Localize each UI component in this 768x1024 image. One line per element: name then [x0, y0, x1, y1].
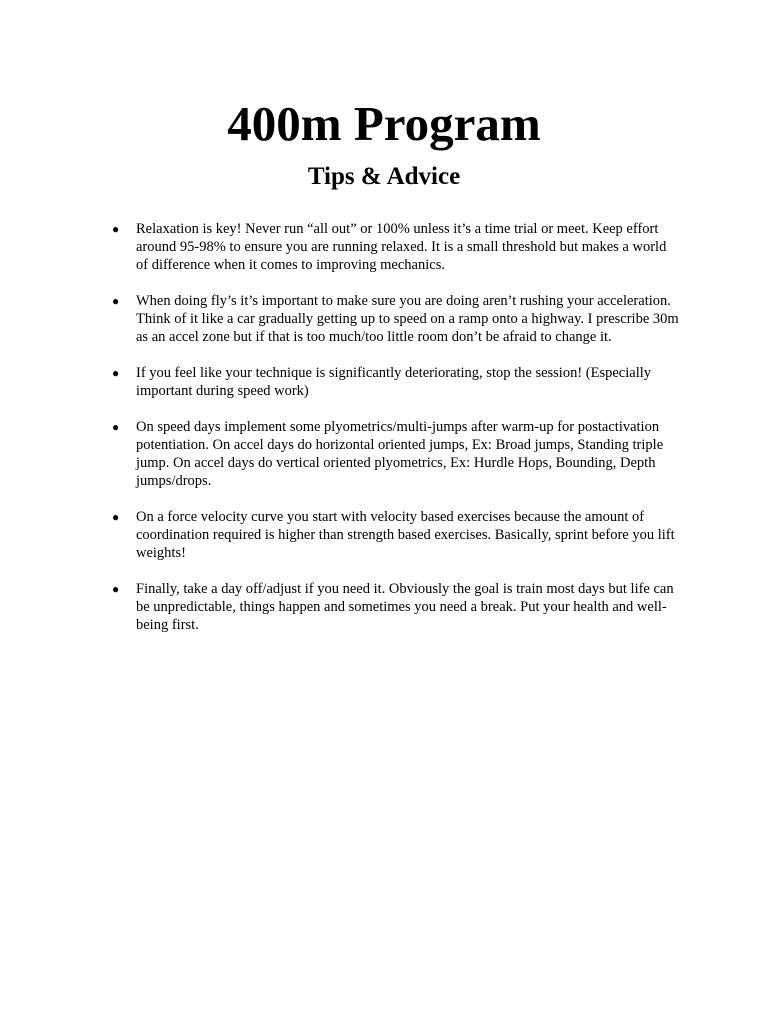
- list-item: [112, 364, 682, 400]
- tip-text: If you feel like your technique is significantly deteriorating, stop the session! (Especially important during speed work): [136, 365, 652, 399]
- list-item: [112, 508, 682, 562]
- tip-text: When doing fly’s it’s important to make sure you are doing aren’t rushing your acceleration. Think of it like a car gradually getting up to speed on a ramp onto a highway. I prescribe 30m as an accel zone but if that is too much/too little room don’t be afraid to change it.: [136, 293, 679, 345]
- list-item: [112, 418, 682, 490]
- page-subtitle: Tips & Advice: [307, 163, 461, 190]
- bullet-icon: ●: [112, 366, 120, 380]
- list-item: [112, 292, 682, 346]
- tip-text: On a force velocity curve you start with velocity based exercises because the amount of coordination required is higher than strength based exercises. Basically, sprint before you lift weights!: [136, 509, 675, 561]
- tip-text: Finally, take a day off/adjust if you need it. Obviously the goal is train most days but life can be unpredictable, things happen and sometimes you need a break. Put your health and well-being first.: [136, 581, 674, 633]
- list-item: [112, 220, 682, 274]
- list-item: [112, 580, 682, 634]
- tip-text: On speed days implement some plyometrics/multi-jumps after warm-up for postactivation potentiation. On accel days do horizontal oriented jumps, Ex: Broad jumps, Standing triple jump. On accel days do vertical oriented plyometrics, Ex: Hurdle Hops, Bounding, Depth jumps/drops.: [136, 419, 664, 489]
- bullet-icon: ●: [112, 420, 120, 434]
- tip-text: Relaxation is key! Never run “all out” or 100% unless it’s a time trial or meet. Keep effort around 95-98% to ensure you are running relaxed. It is a small threshold but makes a world of difference when it comes to improving mechanics.: [136, 221, 667, 273]
- bullet-icon: ●: [112, 294, 120, 308]
- bullet-icon: ●: [112, 222, 120, 236]
- page-title: 400m Program: [227, 96, 541, 151]
- bullet-icon: ●: [112, 582, 120, 596]
- tips-list: [112, 220, 682, 652]
- bullet-icon: ●: [112, 510, 120, 524]
